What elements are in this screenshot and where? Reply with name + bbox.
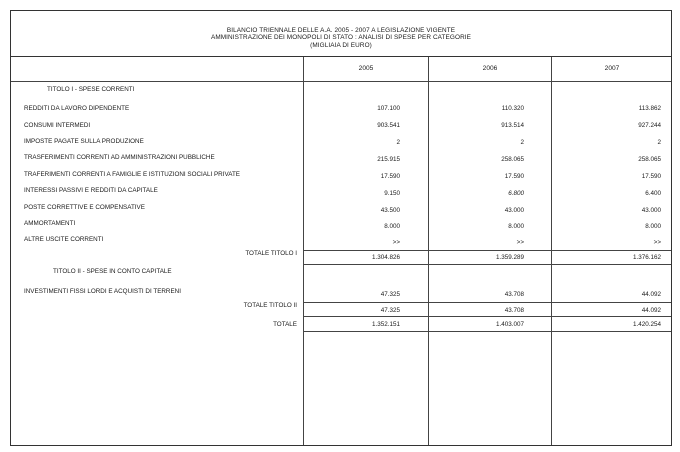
total-label-titolo2: TOTALE TITOLO II xyxy=(243,302,297,309)
row-value-2006: 17.590 xyxy=(504,173,524,180)
row-value-2006: 6.800 xyxy=(508,190,524,197)
row-value-2007: 43.000 xyxy=(641,207,661,214)
row-label: AMMORTAMENTI xyxy=(24,220,76,227)
total-label-titolo1: TOTALE TITOLO I xyxy=(245,250,297,257)
row-value-2006: 8.000 xyxy=(508,223,524,230)
row-value-2005: 8.000 xyxy=(384,223,400,230)
column-divider xyxy=(428,57,429,445)
total-divider xyxy=(303,264,671,265)
row-value-2005: 2 xyxy=(396,139,400,146)
total-divider xyxy=(303,302,671,303)
row-label: CONSUMI INTERMEDI xyxy=(24,122,91,129)
row-value-2006: 43.000 xyxy=(504,207,524,214)
row-value-2005: 9.150 xyxy=(384,190,400,197)
grand-total-divider xyxy=(303,331,671,332)
header-row-divider xyxy=(11,81,671,82)
year-header-2007: 2007 xyxy=(604,65,620,72)
row-value-2006: >> xyxy=(516,239,524,246)
section-heading-titolo1: TITOLO I - SPESE CORRENTI xyxy=(47,86,135,93)
row-value-2005: 17.590 xyxy=(380,173,400,180)
row-value-2005: 215.915 xyxy=(377,156,400,163)
row-label: TRASFERIMENTI CORRENTI AD AMMINISTRAZIONI PUBBLICHE xyxy=(24,154,215,161)
grand-total-label: TOTALE xyxy=(273,321,297,328)
row-value-2006: 258.065 xyxy=(501,156,524,163)
row-value-2005: 107.100 xyxy=(377,105,400,112)
row-label: REDDITI DA LAVORO DIPENDENTE xyxy=(24,105,130,112)
grand-total-value-2007: 1.420.254 xyxy=(632,321,661,328)
row-label: INVESTIMENTI FISSI LORDI E ACQUISTI DI TERRENI xyxy=(24,288,181,295)
row-value-2007: 17.590 xyxy=(641,173,661,180)
row-value-2005: 903.541 xyxy=(377,122,400,129)
row-value-2007: 8.000 xyxy=(645,223,661,230)
total-value-2005: 1.304.826 xyxy=(371,254,400,261)
total-value-2007: 44.092 xyxy=(641,307,661,314)
table-title xyxy=(11,11,671,57)
total-value-2005: 47.325 xyxy=(380,307,400,314)
year-header-2005: 2005 xyxy=(358,65,374,72)
column-divider xyxy=(303,57,304,445)
row-label: ALTRE USCITE CORRENTI xyxy=(24,236,104,243)
row-value-2005: 47.325 xyxy=(380,291,400,298)
row-value-2005: 43.500 xyxy=(380,207,400,214)
total-divider xyxy=(303,316,671,317)
total-value-2006: 43.708 xyxy=(504,307,524,314)
grand-total-value-2006: 1.403.007 xyxy=(495,321,524,328)
row-value-2006: 110.320 xyxy=(501,105,524,112)
row-label: INTERESSI PASSIVI E REDDITI DA CAPITALE xyxy=(24,187,158,194)
row-value-2007: 258.065 xyxy=(638,156,661,163)
title-line: BILANCIO TRIENNALE DELLE A.A. 2005 - 2007 A LEGISLAZIONE VIGENTE xyxy=(226,27,456,34)
row-value-2006: 913.514 xyxy=(501,122,524,129)
row-value-2005: >> xyxy=(392,239,400,246)
total-value-2006: 1.359.289 xyxy=(495,254,524,261)
row-value-2006: 43.708 xyxy=(504,291,524,298)
grand-total-value-2005: 1.352.151 xyxy=(371,321,400,328)
row-value-2007: 2 xyxy=(657,139,661,146)
row-value-2007: 927.244 xyxy=(638,122,661,129)
row-label: IMPOSTE PAGATE SULLA PRODUZIONE xyxy=(24,138,144,145)
title-line: (MIGLIAIA DI EURO) xyxy=(310,41,372,49)
row-value-2007: >> xyxy=(653,239,661,246)
budget-table-frame xyxy=(10,10,672,446)
title-line: AMMINISTRAZIONE DEI MONOPOLI DI STATO : ANALISI DI SPESE PER CATEGORIE xyxy=(210,34,472,42)
row-value-2007: 113.862 xyxy=(638,105,661,112)
row-value-2007: 44.092 xyxy=(641,291,661,298)
total-value-2007: 1.376.162 xyxy=(632,254,661,261)
row-value-2007: 6.400 xyxy=(645,190,661,197)
section-heading-titolo2: TITOLO II - SPESE IN CONTO CAPITALE xyxy=(53,268,172,275)
row-value-2006: 2 xyxy=(520,139,524,146)
total-divider xyxy=(303,250,671,251)
row-label: TRAFERIMENTI CORRENTI A FAMIGLIE E ISTITUZIONI SOCIALI PRIVATE xyxy=(24,171,240,178)
row-label: POSTE CORRETTIVE E COMPENSATIVE xyxy=(24,204,145,211)
year-header-2006: 2006 xyxy=(482,65,498,72)
column-divider xyxy=(551,57,552,445)
